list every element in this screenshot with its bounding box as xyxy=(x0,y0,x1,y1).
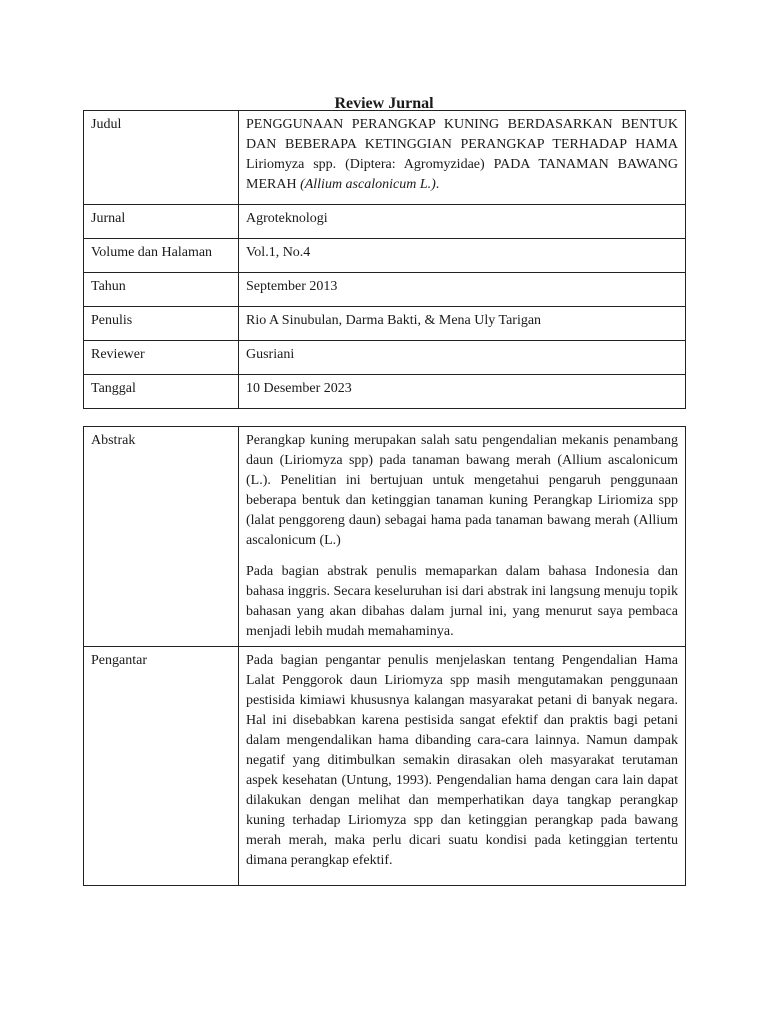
table-row xyxy=(84,341,686,375)
abstract-review-paragraph: Pada bagian abstrak penulis memaparkan dalam bahasa Indonesia dan bahasa inggris. Secara keseluruhan isi dari abstrak ini langsung menuju topik bahasan yang akan dibahas dalam jurnal ini, yang menurut saya pembaca menjadi lebih mudah memahaminya. xyxy=(246,564,678,639)
journal-title-species: (Allium ascalonicum L.) xyxy=(300,177,436,192)
row-label-volume: Volume dan Halaman xyxy=(84,239,239,273)
journal-title xyxy=(246,115,678,195)
info-table xyxy=(83,110,686,409)
row-label-tahun: Tahun xyxy=(84,273,239,307)
journal-name: Agroteknologi xyxy=(239,205,686,239)
table-row xyxy=(84,375,686,409)
table-row xyxy=(84,647,686,886)
journal-volume: Vol.1, No.4 xyxy=(239,239,686,273)
abstract-cell xyxy=(239,427,686,647)
review-date: 10 Desember 2023 xyxy=(239,375,686,409)
journal-title-text: PENGGUNAAN PERANGKAP KUNING BERDASARKAN BENTUK DAN BEBERAPA KETINGGIAN PERANGKAP TERHADAP HAMA Liriomyza spp. (Diptera: Agromyzidae) PADA TANAMAN BAWANG MERAH xyxy=(246,117,678,192)
introduction-paragraph: Pada bagian pengantar penulis menjelaskan tentang Pengendalian Hama Lalat Penggorok daun Liriomyza spp masih mengutamakan penggunaan pestisida kimiawi khususnya kalangan masyarakat petani di banyak negara. Hal ini disebabkan karena pestisida sangat efektif dan praktis bagi petani dalam mengendalikan hama dibanding cara-cara lainnya. Namun dampak negatif yang ditimbulkan semakin dirasakan oleh masyarakat terutaman aspek kesehatan (Untung, 1993). Pengendalian hama dengan cara lain dapat dilakukan dengan melihat dan memperhatikan daya tangkap perangkap kuning terhadap Liriomyza spp dan ketinggian perangkap pada bawang merah merah, maka perlu dicari suatu kondisi pada ketinggian tertentu dimana perangkap efektif. xyxy=(246,653,678,868)
row-label-abstrak: Abstrak xyxy=(84,427,239,647)
row-label-jurnal: Jurnal xyxy=(84,205,239,239)
journal-year: September 2013 xyxy=(239,273,686,307)
row-label-tanggal: Tanggal xyxy=(84,375,239,409)
introduction-cell xyxy=(239,647,686,886)
row-label-pengantar: Pengantar xyxy=(84,647,239,886)
row-label-penulis: Penulis xyxy=(84,307,239,341)
journal-title-end: . xyxy=(435,177,440,192)
table-row xyxy=(84,273,686,307)
table-row xyxy=(84,307,686,341)
table-row xyxy=(84,239,686,273)
table-row xyxy=(84,111,686,205)
journal-title-cell xyxy=(239,111,686,205)
table-row xyxy=(84,205,686,239)
row-label-judul: Judul xyxy=(84,111,239,205)
table-row xyxy=(84,427,686,647)
reviewer-name: Gusriani xyxy=(239,341,686,375)
document-title: Review Jurnal xyxy=(334,95,434,112)
row-label-reviewer: Reviewer xyxy=(84,341,239,375)
journal-authors: Rio A Sinubulan, Darma Bakti, & Mena Uly Tarigan xyxy=(239,307,686,341)
abstract-paragraph: Perangkap kuning merupakan salah satu pengendalian mekanis penambang daun (Liriomyza spp) pada tanaman bawang merah (Allium ascalonicum (L.). Penelitian ini bertujuan untuk mengetahui pengaruh penggunaan beberapa bentuk dan ketinggian tanaman kuning Perangkap Liriomiza spp (lalat penggoreng daun) sebagai hama pada tanaman bawang merah (Allium ascalonicum (L.) xyxy=(246,433,678,548)
review-content-table xyxy=(83,426,686,886)
